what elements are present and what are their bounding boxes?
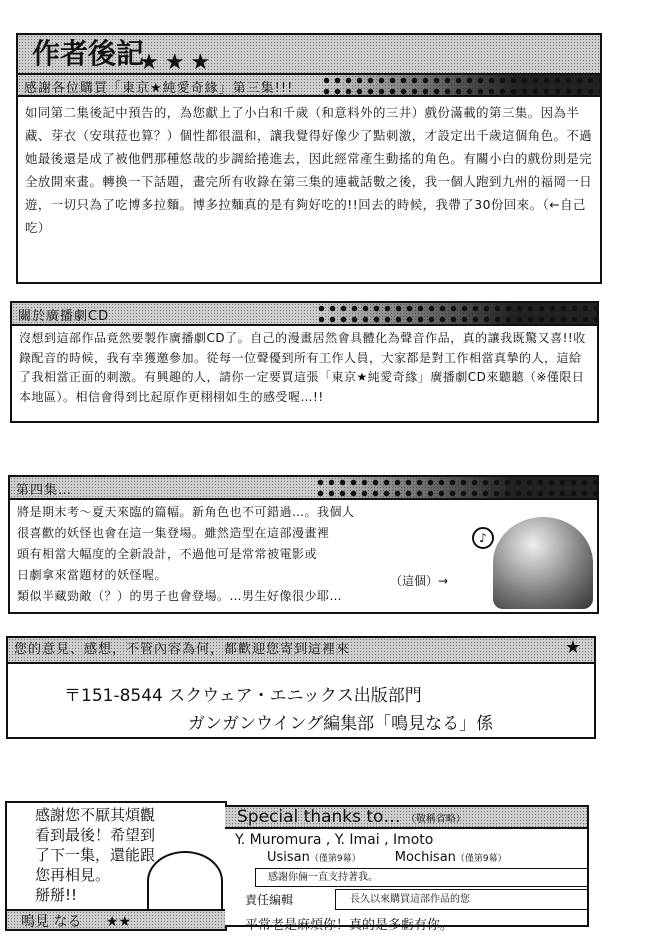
name: Usisan bbox=[267, 850, 310, 865]
monster-illustration bbox=[493, 517, 593, 609]
editor-row bbox=[225, 887, 587, 911]
thanks-names-2 bbox=[225, 849, 587, 868]
mail-address bbox=[8, 664, 594, 738]
thanks-heading: Special thanks to… bbox=[237, 807, 401, 827]
afterword-title-band bbox=[18, 35, 600, 75]
readers-message: 長久以來購買這部作品的您 bbox=[335, 889, 587, 910]
farewell-box bbox=[5, 801, 227, 931]
star-icon: ★ bbox=[564, 638, 582, 658]
farewell-message bbox=[7, 803, 225, 905]
star-icons: ★★★ bbox=[139, 50, 217, 75]
pointer-text: （這個）→ bbox=[390, 574, 449, 588]
text-line: 日劇拿來當題材的妖怪喔。 bbox=[17, 568, 168, 582]
text-line: 了下一集，還能跟 bbox=[35, 846, 156, 864]
drama-cd-header bbox=[12, 303, 597, 326]
drama-cd-heading: 關於廣播劇CD bbox=[18, 309, 110, 324]
star-icons: ★★ bbox=[105, 914, 132, 929]
mail-header bbox=[8, 638, 594, 664]
afterword-subtitle-band bbox=[18, 75, 600, 97]
text-line: 類似半藏勁敵（？）的男子也會登場。…男生好像很少耶… bbox=[17, 589, 343, 603]
text-line: 感謝您不厭其煩觀 bbox=[35, 806, 156, 824]
text-line: 很喜歡的妖怪也會在這一集登場。雖然造型在這部漫畫裡 bbox=[17, 526, 330, 540]
volume4-heading: 第四集… bbox=[16, 483, 73, 498]
text-line: 看到最後！希望到 bbox=[35, 826, 156, 844]
thanks-box bbox=[225, 805, 589, 933]
thanks-note: （敬稱省略） bbox=[405, 814, 466, 825]
afterword-subtitle: 感謝各位購買「東京★純愛奇緣」第三集!!! bbox=[24, 81, 294, 96]
address-line: 〒151-8544 スクウェア・エニックス出版部門 bbox=[64, 686, 422, 706]
volume4-box bbox=[8, 475, 599, 614]
afterword-box bbox=[16, 33, 602, 284]
author-signature: 鳴見 なる bbox=[21, 914, 82, 929]
thanks-names: Y. Muromura , Y. Imai , Imoto bbox=[235, 832, 434, 848]
text-line: 將是期末考～夏天來臨的篇幅。新角色也不可錯過…。我個人 bbox=[17, 505, 355, 519]
drama-cd-box bbox=[10, 301, 599, 423]
volume4-header bbox=[10, 477, 597, 500]
address-line: ガンガンウイング編集部「鳴見なる」係 bbox=[188, 714, 494, 734]
closing-message: 平常老是麻煩你！真的是多虧有你。 bbox=[245, 918, 454, 933]
support-message: 感謝你倆一直支持著我。 bbox=[255, 868, 587, 887]
name-note: （僅第9幕） bbox=[455, 854, 507, 864]
drama-cd-body: 沒想到這部作品竟然要製作廣播劇CD了。自己的漫畫居然會具體化為聲音作品，真的讓我既驚又喜!!收錄配音的時候，我有幸獲邀參加。從每一位聲優到所有工作人員，大家都是對工作相當真摯的人，這給了我相當正面的刺激。有興趣的人，請你一定要買這張「東京★純愛奇緣」廣播劇CD來聽聽（※僅限日本地區）。相信會得到比起原作更栩栩如生的感受喔…!! bbox=[19, 331, 586, 404]
text-line: 您再相見。 bbox=[35, 866, 111, 884]
editor-label: 責任編輯 bbox=[245, 893, 294, 907]
text-line: 掰掰!! bbox=[35, 886, 78, 904]
name-note: （僅第9幕） bbox=[309, 854, 361, 864]
mail-heading: 您的意見、感想，不管內容為何，都歡迎您寄到這裡來 bbox=[14, 642, 351, 657]
thanks-header bbox=[225, 807, 587, 829]
text-line: 頭有相當大幅度的全新設計，不過他可是常常被電影或 bbox=[17, 547, 318, 561]
name: Mochisan bbox=[394, 850, 456, 865]
afterword-body: 如同第二集後記中預告的，為您獻上了小白和千歲（和意料外的三井）戲份滿載的第三集。因為半藏、芽衣（安琪菈也算？）個性都很溫和，讓我覺得好像少了點刺激，才設定出千歲這個角色。不過她最後還是成了被他們那種悠哉的步調給捲進去，因此經常產生動搖的角色。有關小白的戲份則是完全放開來畫。轉換一下話題，畫完所有收錄在第三集的連載話數之後，我一個人跑到九州的福岡一日遊，一切只為了吃博多拉麵。博多拉麵真的是有夠好吃的!!回去的時候，我帶了30份回來。（←自己吃） bbox=[25, 105, 593, 235]
music-note-icon: ♪ bbox=[472, 527, 494, 549]
signature-band bbox=[7, 909, 225, 929]
mail-box bbox=[6, 636, 596, 739]
afterword-title: 作者後記 bbox=[32, 37, 145, 70]
